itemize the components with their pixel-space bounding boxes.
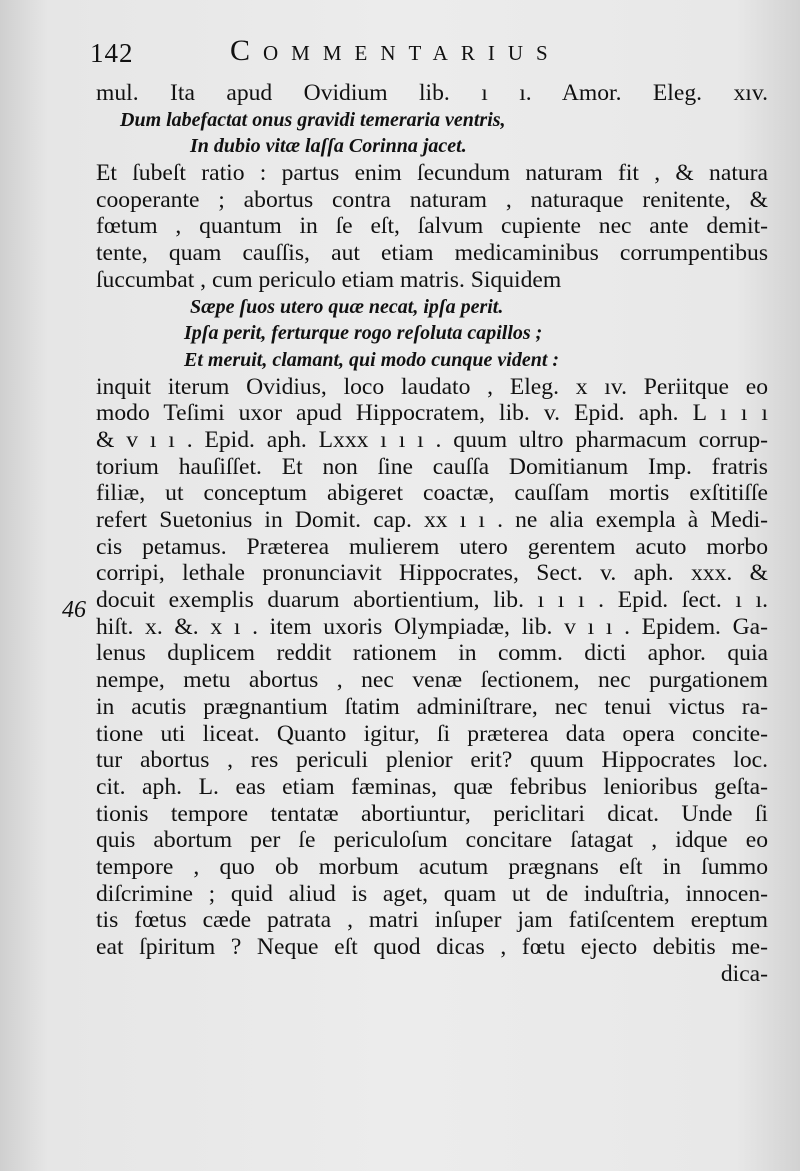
text-line: tione uti liceat. Quanto igitur, ſi præterea data opera concite- (96, 720, 768, 747)
text-line: corripi, lethale pronunciavit Hippocrates, Sect. v. aph. xxx. & (96, 560, 768, 587)
margin-note: 46 (62, 597, 86, 623)
text-line: tur abortus , res periculi plenior erit? quum Hippocrates loc. (96, 747, 768, 774)
text-line: & v ı ı . Epid. aph. Lxxx ı ı ı . quum ultro pharmacum corrup- (96, 426, 768, 453)
text-line: quis abortum per ſe periculoſum concitare ſatagat , idque eo (96, 827, 768, 854)
verse-line: Et meruit, clamant, qui modo cunque vident : (184, 348, 560, 371)
text-line: tionis tempore tentatæ abortiuntur, periclitari dicat. Unde ſi (96, 800, 768, 827)
body-text (96, 80, 768, 987)
catchword: dica- (720, 960, 768, 987)
text-line: ſuccumbat , cum periculo etiam matris. Siquidem (96, 266, 562, 293)
verse-line: Dum labefactat onus gravidi temeraria ventris, (120, 108, 506, 131)
text-line: fœtum , quantum in ſe eſt, ſalvum cupiente nec ante demit- (96, 213, 768, 240)
text-line: docuit exemplis duarum abortientium, lib. ı ı ı . Epid. ſect. ı ı. (96, 587, 768, 614)
text-line: cooperante ; abortus contra naturam , naturaque renitente, & (96, 186, 768, 213)
text-line: eat ſpiritum ? Neque eſt quod dicas , fœtu ejecto debitis me- (96, 934, 768, 960)
verse-line: Ipſa perit, ferturque rogo reſoluta capillos ; (184, 322, 543, 345)
text-line: lenus duplicem reddit rationem in comm. dicti aphor. quia (96, 640, 768, 667)
text-line: diſcrimine ; quid aliud is aget, quam ut de induſtria, innocen- (96, 880, 768, 907)
running-title: Commentarius (230, 34, 561, 67)
text-line: hiſt. x. &. x ı . item uxoris Olympiadæ, lib. v ı ı . Epidem. Ga- (96, 613, 768, 640)
text-line: in acutis prægnantium ſtatim adminiſtrare, nec tenui victus ra- (96, 693, 768, 720)
text-line: nempe, metu abortus , nec venæ ſectionem, nec purgationem (96, 667, 768, 694)
page-header (90, 34, 690, 78)
text-line: filiæ, ut conceptum abigeret coactæ, cauſſam mortis exſtitiſſe (96, 480, 768, 507)
text-line: Et ſubeſt ratio : partus enim ſecundum naturam fit , & natura (96, 160, 768, 187)
text-line: tis fœtus cæde patrata , matri inſuper jam fatiſcentem ereptum (96, 907, 768, 934)
text-line: mul. Ita apud Ovidium lib. ı ı. Amor. Eleg. xıv. (96, 80, 768, 106)
page-number: 142 (90, 38, 134, 68)
text-line: tente, quam cauſſis, aut etiam medicaminibus corrumpentibus (96, 240, 768, 267)
text-line: inquit iterum Ovidius, loco laudato , Eleg. x ıv. Periitque eo (96, 373, 768, 400)
text-line: cis petamus. Præterea mulierem utero gerentem acuto morbo (96, 533, 768, 560)
text-line: refert Suetonius in Domit. cap. xx ı ı . ne alia exempla à Medi- (96, 507, 768, 533)
text-line: torium hauſiſſet. Et non ſine cauſſa Domitianum Imp. fratris (96, 453, 768, 480)
text-line: tempore , quo ob morbum acutum prægnans eſt in ſummo (96, 853, 768, 880)
text-line: cit. aph. L. eas etiam fæminas, quæ febribus lenioribus geſta- (96, 773, 768, 800)
text-line: modo Teſimi uxor apud Hippocratem, lib. v. Epid. aph. L ı ı ı (96, 400, 768, 427)
verse-line: Sæpe ſuos utero quæ necat, ipſa perit. (190, 295, 504, 318)
verse-line: In dubio vitæ laſſa Corinna jacet. (190, 135, 467, 158)
